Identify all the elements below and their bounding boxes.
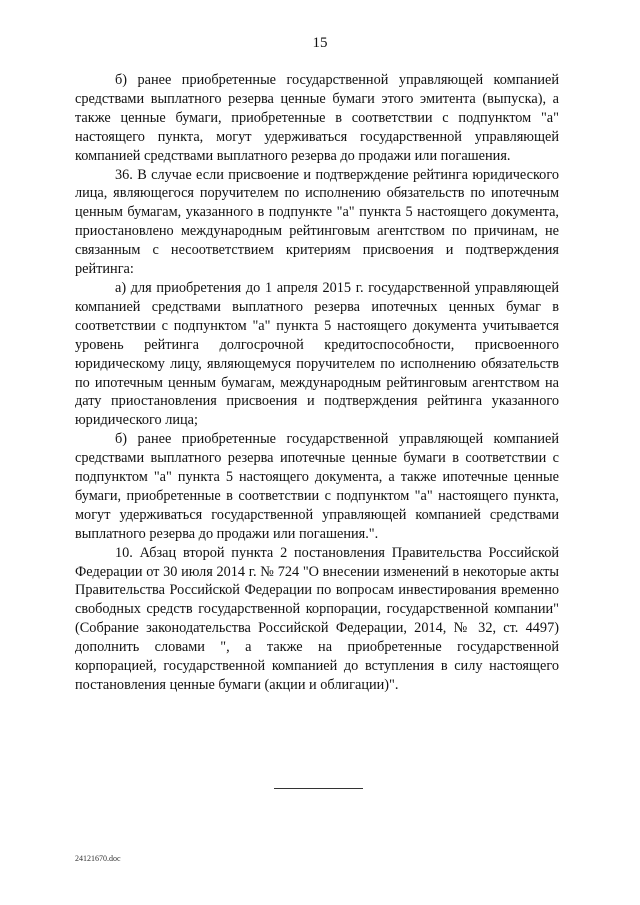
paragraph-36b: б) ранее приобретенные государственной управляющей компанией средствами выплатного резерва ипотечные ценные бумаги в соответствии с подпунктом "а" пункта 5 настоящего документа, а также ипотечные ценные бумаги, приобретенные в соответствии с подпунктом "а" настоящего пункта, могут удерживаться государственной управляющей компанией средствами выплатного резерва до продажи или погашения.". [75,431,559,542]
document-body [75,71,559,695]
end-separator-line [274,788,363,789]
page-number: 15 [312,35,328,51]
paragraph-36a: а) для приобретения до 1 апреля 2015 г. государственной управляющей компанией средствами выплатного резерва ипотечных ценных бумаг в соответствии с подпунктом "а" пункта 5 настоящего документа учитывается уровень рейтинга долгосрочной кредитоспособности, присвоенного юридическому лицу, являющемуся поручителем по исполнению обязательств по ипотечным ценным бумагам, международным рейтинговым агентством на дату приостановления присвоения и подтверждения рейтинга указанного юридического лица; [75,279,559,429]
paragraph-10: 10. Абзац второй пункта 2 постановления Правительства Российской Федерации от 30 июля 2014 г. № 724 "О внесении изменений в некоторые акты Правительства Российской Федерации по вопросам инвестирования временно свободных средств государственной корпорации, государственной компании" (Собрание законодательства Российской Федерации, 2014, № 32, ст. 4497) дополнить словами ", а также на приобретенные государственной корпорацией, государственной компанией до вступления в силу настоящего постановления ценные бумаги (акции и облигации)". [75,544,559,693]
paragraph-36: 36. В случае если присвоение и подтверждение рейтинга юридического лица, являющегося поручителем по исполнению обязательств по ипотечным ценным бумагам, указанного в подпункте "а" пункта 5 настоящего документа, приостановлено международным рейтинговым агентством по причинам, не связанным с несоответствием критериям присвоения и подтверждения рейтинга: [75,166,559,278]
paragraph-35b: б) ранее приобретенные государственной управляющей компанией средствами выплатного резерва ценные бумаги этого эмитента (выпуска), а также ценные бумаги, приобретенные в соответствии с подпунктом "а" настоящего пункта, могут удерживаться государственной управляющей компанией средствами выплатного резерва до продажи или погашения. [75,72,559,164]
file-code: 24121670.doc [75,854,121,863]
